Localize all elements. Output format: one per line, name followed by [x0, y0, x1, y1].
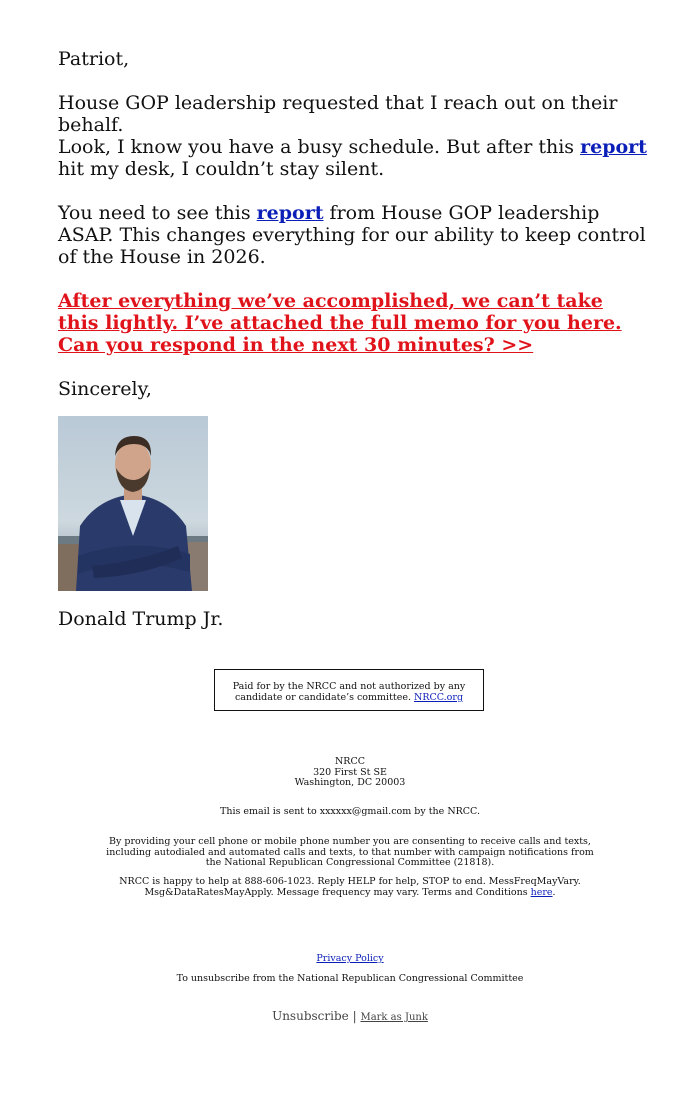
terms-link[interactable]: here — [530, 886, 553, 898]
paragraph-2-text-b: hit my desk, I couldn’t stay silent. — [58, 158, 385, 180]
paragraph-3 — [58, 202, 648, 268]
unsubscribe-note: To unsubscribe from the National Republican Congressional Committee — [176, 973, 524, 984]
mark-as-junk-link[interactable]: Mark as Junk — [360, 1012, 428, 1023]
paragraph-3-text-a: You need to see this — [58, 202, 257, 224]
footer-address — [0, 757, 700, 789]
closing: Sincerely, — [58, 378, 152, 400]
unsubscribe-link[interactable]: Unsubscribe — [272, 1009, 349, 1023]
report-link-2[interactable]: report — [256, 202, 324, 224]
nrcc-org-link[interactable]: NRCC.org — [414, 692, 464, 703]
paragraph-3-text-b: from House GOP leadership ASAP. This changes everything for our ability to keep control of the House in 2026. — [58, 202, 646, 268]
address-line-1: 320 First St SE — [313, 766, 387, 778]
paragraph-2 — [58, 136, 648, 180]
portrait-photo — [58, 416, 208, 591]
signature: Donald Trump Jr. — [58, 608, 224, 630]
address-line-2: Washington, DC 20003 — [294, 777, 406, 788]
cta-link[interactable]: After everything we’ve accomplished, we can’t take this lightly. I’ve attached the full memo for you here. Can you respond in the next 30 minutes? >> — [58, 290, 622, 356]
report-link-1[interactable]: report — [580, 136, 647, 158]
help-text — [100, 877, 600, 898]
paragraph-2-text-a: Look, I know you have a busy schedule. But after this — [58, 136, 581, 158]
paid-for-text: Paid for by the NRCC and not authorized by any candidate or candidate’s committee. — [232, 681, 466, 703]
unsubscribe-row — [0, 1009, 700, 1023]
org-name: NRCC — [334, 756, 365, 767]
privacy-row — [0, 954, 700, 965]
greeting: Patriot, — [58, 48, 130, 70]
privacy-policy-link[interactable]: Privacy Policy — [316, 953, 384, 964]
cta-paragraph — [58, 290, 648, 356]
sent-to-notice: This email is sent to xxxxxx@gmail.com by the NRCC. — [219, 806, 481, 817]
separator: | — [352, 1009, 357, 1023]
paid-for-disclaimer — [214, 669, 484, 711]
help-text-body: NRCC is happy to help at 888-606-1023. Reply HELP for help, STOP to end. MessFreqMayVary. Msg&DataRatesMayApply. Message frequency may vary. Terms and Conditions — [119, 876, 581, 898]
paragraph-1: House GOP leadership requested that I reach out on their behalf. — [58, 92, 618, 136]
help-text-end: . — [552, 886, 556, 898]
sms-consent-text: By providing your cell phone or mobile phone number you are consenting to receive calls and texts, including autodialed and automated calls and texts, to that number with campaign notifications from the National Republican Congressional Committee (21818). — [106, 836, 594, 868]
